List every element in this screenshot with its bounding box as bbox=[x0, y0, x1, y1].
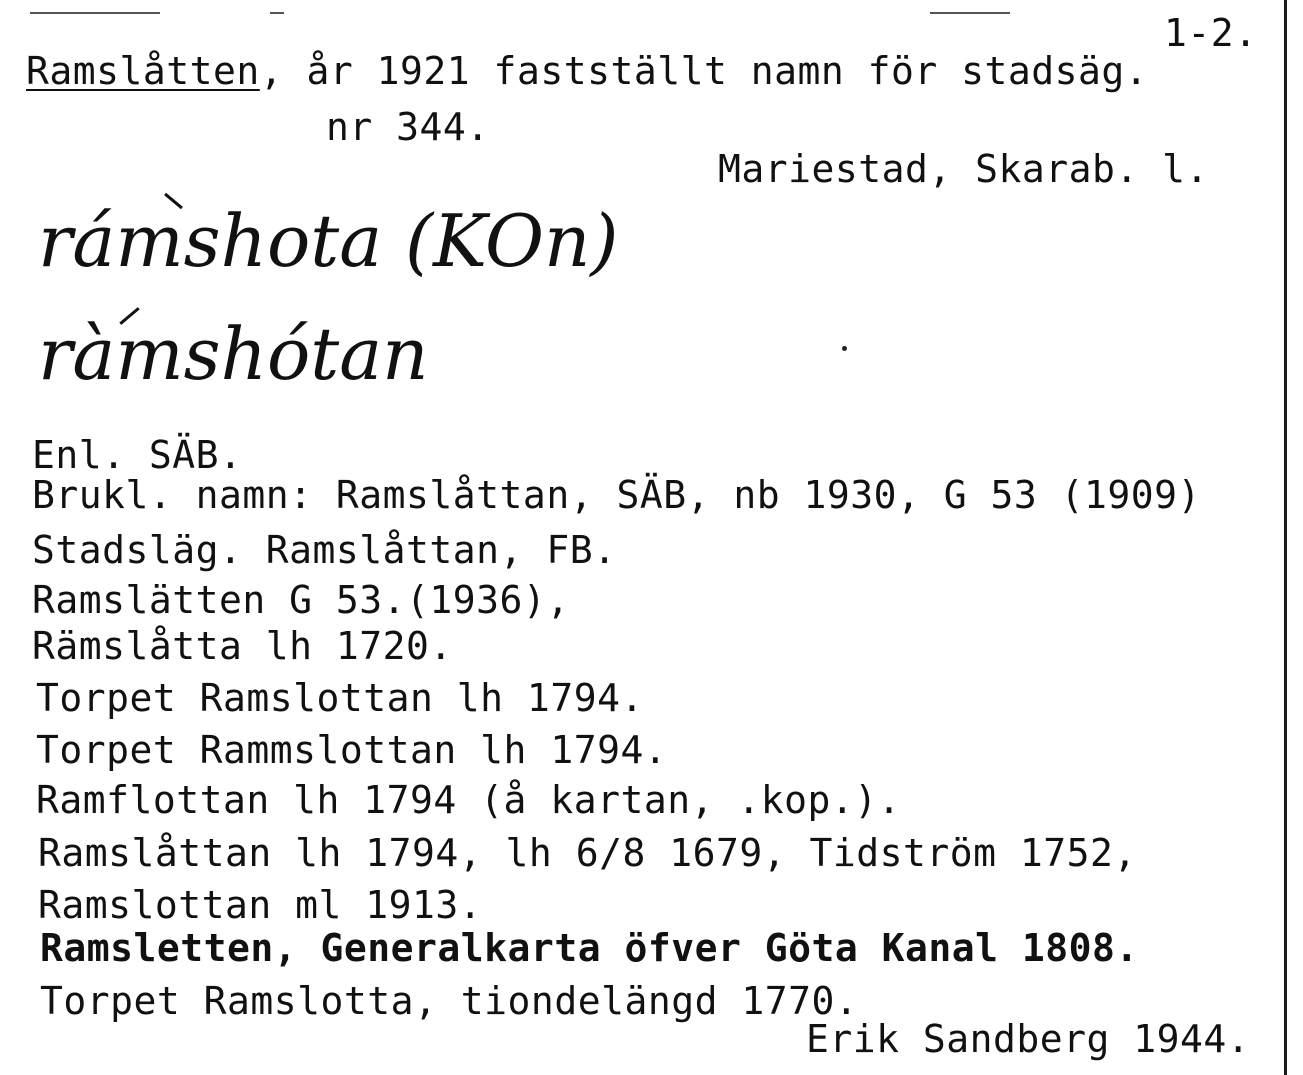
headword: Ramslåtten bbox=[26, 49, 260, 93]
location: Mariestad, Skarab. l. bbox=[718, 147, 1209, 191]
page-number: 1-2. bbox=[1164, 11, 1258, 55]
entry-line: Enl. SÄB. bbox=[32, 433, 243, 477]
entry-line: Stadsläg. Ramslåttan, FB. bbox=[32, 528, 617, 572]
pronunciation-line-1: rámshota (KOn) bbox=[38, 199, 619, 283]
entry-line: Ramslottan ml 1913. bbox=[38, 883, 483, 927]
entry-line: Ramflottan lh 1794 (å kartan, .kop.). bbox=[36, 778, 901, 822]
entry-line: Ramslätten G 53.(1936), bbox=[32, 578, 570, 622]
top-edge-mark bbox=[930, 12, 1010, 14]
entry-line: Torpet Rammslottan lh 1794. bbox=[36, 728, 668, 772]
entry-line: Brukl. namn: Ramslåttan, SÄB, nb 1930, G 53 (1909) bbox=[32, 473, 1201, 517]
entry-line: Torpet Ramslottan lh 1794. bbox=[36, 676, 644, 720]
entry-line: Ramslåttan lh 1794, lh 6/8 1679, Tidström 1752, bbox=[38, 831, 1137, 875]
card-right-edge bbox=[1284, 0, 1287, 1075]
entry-line: Torpet Ramslotta, tiondelängd 1770. bbox=[40, 979, 859, 1023]
signature: Erik Sandberg 1944. bbox=[806, 1017, 1251, 1061]
top-edge-mark bbox=[30, 12, 160, 14]
heading-line bbox=[26, 49, 1149, 93]
pronunciation-line-2: ràmshótan bbox=[38, 312, 429, 396]
heading-continuation: nr 344. bbox=[326, 105, 490, 149]
top-edge-mark bbox=[270, 12, 284, 14]
entry-line: Ramsletten, Generalkarta öfver Göta Kanal 1808. bbox=[40, 926, 1139, 970]
ink-speck bbox=[842, 346, 847, 351]
heading-text: , år 1921 fastställt namn för stadsäg. bbox=[259, 49, 1149, 93]
entry-line: Rämslåtta lh 1720. bbox=[32, 624, 453, 668]
